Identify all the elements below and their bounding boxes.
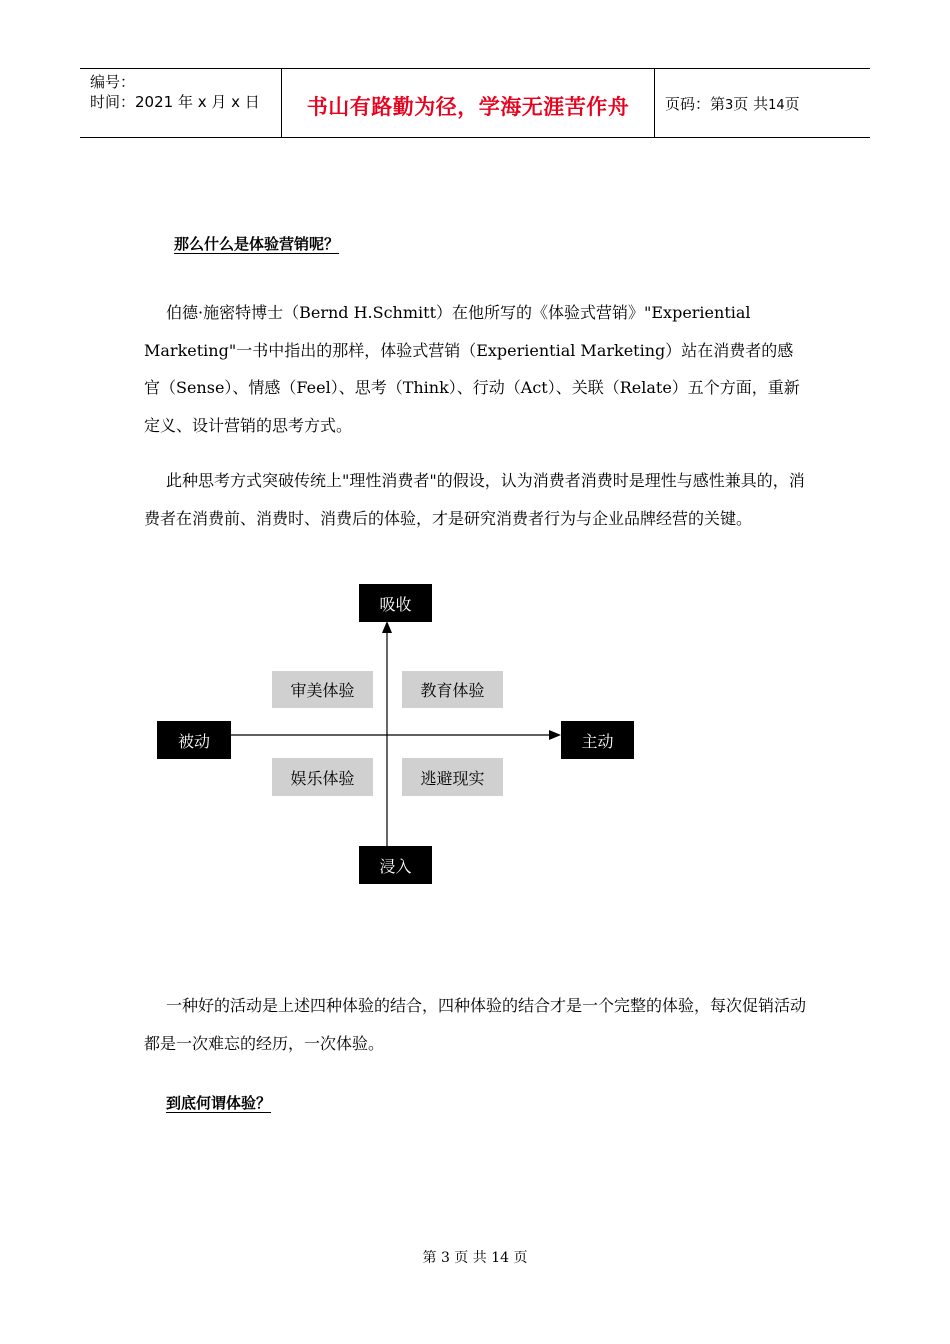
header-motto: 书山有路勤为径，学海无涯苦作舟: [306, 95, 630, 119]
header-right-cell: [655, 69, 870, 137]
header-page-info: [665, 93, 800, 114]
page-footer: 第 3 页 共 14 页: [422, 1250, 528, 1266]
horizontal-axis-arrowhead: [549, 730, 561, 740]
diagram-label-right: 主动: [561, 721, 634, 759]
document-date-label: 时间：2021 年 x 月 x 日: [90, 93, 260, 111]
quadrant-bottom-right: 逃避现实: [402, 758, 503, 796]
page-number: 3: [725, 98, 734, 113]
page-mid-label: 页 共: [733, 95, 769, 113]
header-left-cell: [80, 69, 282, 137]
quadrant-top-right: 教育体验: [402, 671, 503, 708]
header-middle-cell: [282, 69, 655, 137]
quadrant-bottom-left: 娱乐体验: [272, 758, 373, 796]
section-heading-what-is: 那么什么是体验营销呢？: [174, 235, 340, 253]
diagram-label-bottom: 浸入: [359, 846, 432, 884]
paragraph-schmitt: 伯德·施密特博士（Bernd H.Schmitt）在他所写的《体验式营销》"Experiential Marketing"一书中指出的那样，体验式营销（Experiential Marketing）站在消费者的感官（Sense）、情感（Feel）、思考（Think）、行动（Act）、关联（Relate）五个方面，重新定义、设计营销的思考方式。: [144, 303, 800, 435]
diagram-label-top: 吸收: [359, 584, 432, 622]
diagram-label-left: 被动: [157, 721, 231, 759]
vertical-axis-arrowhead: [382, 621, 392, 633]
page-label: 页码：第: [665, 95, 726, 113]
page-end-label: 页: [784, 95, 800, 113]
paragraph-good-activity: 一种好的活动是上述四种体验的结合，四种体验的结合才是一个完整的体验，每次促销活动都是一次难忘的经历，一次体验。: [144, 996, 807, 1053]
quadrant-top-left: 审美体验: [272, 671, 373, 708]
paragraph-rational-consumer: 此种思考方式突破传统上"理性消费者"的假设，认为消费者消费时是理性与感性兼具的，消费者在消费前、消费时、消费后的体验，才是研究消费者行为与企业品牌经营的关键。: [144, 471, 805, 528]
section-heading-what-is-experience: 到底何谓体验？: [166, 1094, 272, 1112]
page-total: 14: [768, 98, 785, 113]
header-table: [80, 68, 870, 138]
document-code-label: 编号：: [90, 73, 136, 91]
